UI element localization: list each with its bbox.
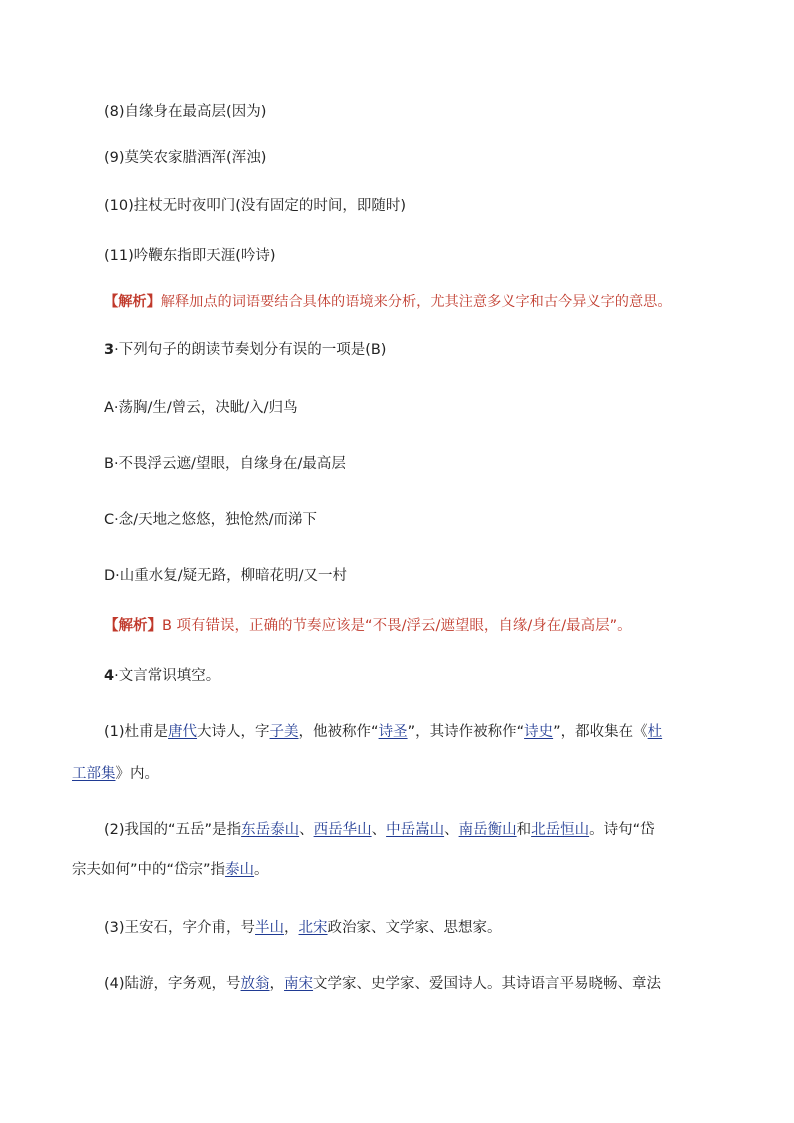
text: (4)陆游，字务观，号 <box>104 976 241 992</box>
list-item: (10)拄杖无时夜叩门(没有固定的时间，即随时) <box>104 198 407 214</box>
question-3-stem <box>104 340 386 360</box>
fill-item-1-cont <box>72 764 159 784</box>
fill-item-3 <box>104 918 502 938</box>
answer: 诗圣 <box>378 724 408 740</box>
answer: 诗史 <box>524 724 554 740</box>
answer: 北岳恒山 <box>531 822 590 838</box>
text: (1)杜甫是 <box>104 724 169 740</box>
text: 、 <box>444 822 459 838</box>
text: 。 <box>254 862 269 878</box>
text: 大诗人，字 <box>197 724 270 740</box>
text: 》内。 <box>115 766 159 782</box>
analysis-block <box>104 616 632 636</box>
answer: 唐代 <box>168 724 198 740</box>
answer: 中岳嵩山 <box>386 822 445 838</box>
option-a: A·荡胸/生/曾云，决眦/入/归鸟 <box>104 400 298 416</box>
answer: 子美 <box>269 724 299 740</box>
fill-item-2-cont <box>72 860 269 880</box>
question-text: ·下列句子的朗读节奏划分有误的一项是(B) <box>114 342 387 358</box>
text: ”，都收集在《 <box>553 724 648 740</box>
analysis-tag: 【解析】 <box>104 618 162 634</box>
text: 文学家、史学家、爱国诗人。其诗语言平易晓畅、章法 <box>313 976 662 992</box>
text: 、 <box>299 822 314 838</box>
list-item: (11)吟鞭东指即天涯(吟诗) <box>104 248 276 264</box>
option-b: B·不畏浮云遮/望眼，自缘身在/最高层 <box>104 456 346 472</box>
question-number: 4 <box>104 668 115 684</box>
text: 和 <box>516 822 532 838</box>
question-4-stem <box>104 666 220 686</box>
answer: 放翁 <box>240 976 270 992</box>
answer: 泰山 <box>225 862 255 878</box>
text: 、 <box>371 822 387 838</box>
text: (3)王安石，字介甫，号 <box>104 920 256 936</box>
answer: 西岳华山 <box>313 822 372 838</box>
answer: 杜 <box>647 724 663 740</box>
fill-item-2 <box>104 820 655 840</box>
analysis-text: B 项有错误，正确的节奏应该是“不畏/浮云/遮望眼，自缘/身在/最高层”。 <box>162 618 632 634</box>
answer: 半山 <box>255 920 285 936</box>
answer: 北宋 <box>298 920 328 936</box>
answer: 南宋 <box>284 976 314 992</box>
text: 宗夫如何”中的“岱宗”指 <box>72 862 226 878</box>
list-item: (9)莫笑农家腊酒浑(浑浊) <box>104 150 267 166</box>
text: 。诗句“岱 <box>589 822 655 838</box>
text: ”，其诗作被称作“ <box>407 724 525 740</box>
analysis-tag: 【解析】 <box>104 294 161 310</box>
analysis-block <box>104 292 672 312</box>
answer: 南岳衡山 <box>458 822 517 838</box>
answer: 工部集 <box>72 766 116 782</box>
list-item: (8)自缘身在最高层(因为) <box>104 104 267 120</box>
option-d: D·山重水复/疑无路，柳暗花明/又一村 <box>104 568 348 584</box>
fill-item-1 <box>104 722 662 742</box>
text: ， <box>269 976 285 992</box>
text: ， <box>284 920 299 936</box>
option-c: C·念/天地之悠悠，独怆然/而涕下 <box>104 512 318 528</box>
fill-item-4 <box>104 974 661 994</box>
answer: 东岳泰山 <box>241 822 300 838</box>
text: ，他被称作“ <box>298 724 379 740</box>
question-number: 3 <box>104 342 115 358</box>
question-text: ·文言常识填空。 <box>114 668 221 684</box>
text: (2)我国的“五岳”是指 <box>104 822 242 838</box>
analysis-text: 解释加点的词语要结合具体的语境来分析，尤其注意多义字和古今异义字的意思。 <box>160 294 672 310</box>
text: 政治家、文学家、思想家。 <box>327 920 502 936</box>
